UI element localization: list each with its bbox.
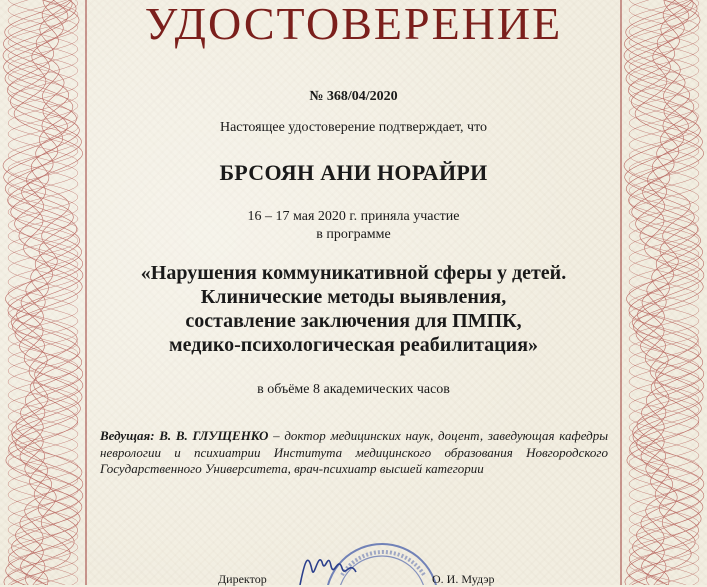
program-line: составление заключения для ПМПК, — [185, 310, 522, 332]
program-intro: в программе — [316, 227, 391, 242]
hours-text: в объёме 8 академических часов — [257, 382, 450, 397]
certificate-title: УДОСТОВЕРЕНИЕ — [144, 0, 563, 49]
signature-name: О. И. Мудэр — [432, 572, 495, 586]
lecturer-label: Ведущая: — [100, 428, 155, 443]
program-line: «Нарушения коммуникативной сферы у детей. — [140, 262, 567, 284]
confirmation-text: Настоящее удостоверение подтверждает, что — [219, 120, 488, 135]
certificate-number: № 368/04/2020 — [309, 89, 398, 104]
recipient-name: БРСОЯН АНИ НОРАЙРИ — [219, 160, 488, 185]
participation-date: 16 – 17 мая 2020 г. приняла участие — [247, 209, 460, 224]
program-line: Клинические методы выявления, — [200, 286, 507, 308]
signature-label-director: Директор — [218, 572, 267, 586]
lecturer-description: – доктор медицинских наук, доцент, заведующая кафедры неврологии и психиатрии Института медицинского образования Новгородского Государственного Университета, врач-психиатр высшей категории — [100, 428, 609, 476]
program-line: медико-психологическая реабилитация» — [168, 334, 539, 356]
round-stamp-icon — [326, 544, 438, 585]
lecturer-name: В. В. ГЛУЩЕНКО — [159, 428, 269, 443]
